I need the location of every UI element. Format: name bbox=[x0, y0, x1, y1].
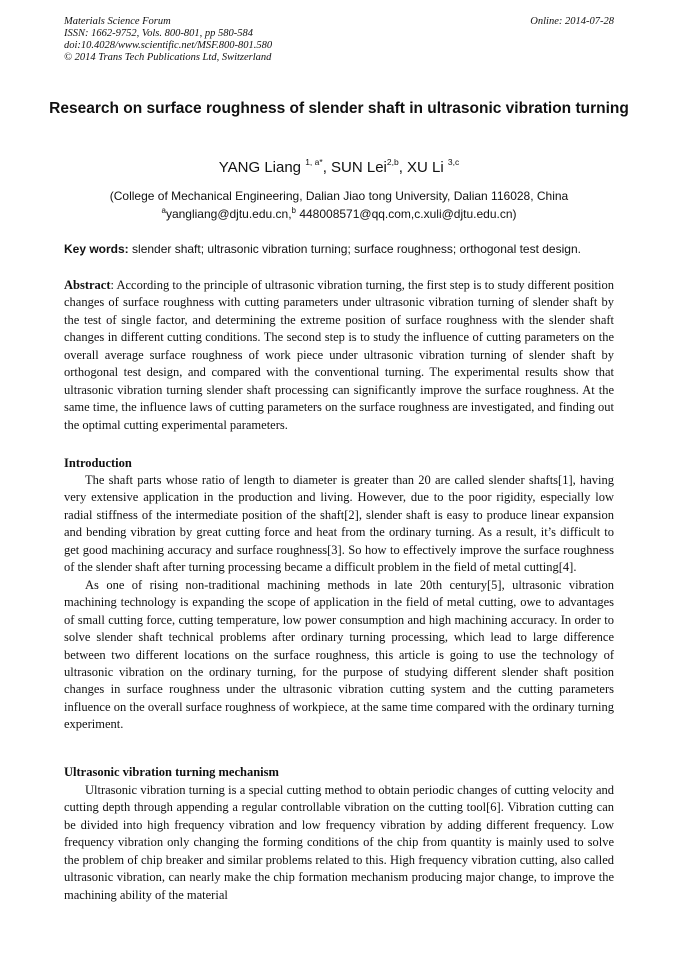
author-name: , XU Li bbox=[398, 159, 448, 176]
section-heading-mechanism: Ultrasonic vibration turning mechanism bbox=[64, 765, 279, 779]
keywords bbox=[64, 241, 624, 258]
issn-line: ISSN: 1662-9752, Vols. 800-801, pp 580-584 bbox=[64, 28, 253, 39]
section-heading-introduction: Introduction bbox=[64, 456, 132, 470]
doi-line: doi:10.4028/www.scientific.net/MSF.800-801.580 bbox=[64, 40, 273, 51]
abstract-label: Abstract bbox=[64, 278, 111, 292]
author-affil-mark: 3,c bbox=[447, 157, 460, 167]
abstract bbox=[64, 277, 614, 434]
journal-info bbox=[64, 16, 272, 64]
journal-name: Materials Science Forum bbox=[64, 16, 171, 27]
abstract-sep: : bbox=[110, 278, 114, 292]
email-mark: b bbox=[291, 205, 296, 215]
author-list bbox=[0, 158, 678, 178]
email-c-prefix: c bbox=[414, 206, 421, 221]
keywords-label: Key words: bbox=[64, 242, 129, 256]
email-b: 448008571@qq.com, bbox=[296, 206, 415, 221]
introduction-section bbox=[64, 472, 614, 734]
mechanism-section bbox=[64, 782, 614, 902]
author-name: YANG Liang bbox=[218, 159, 306, 176]
online-date: Online: 2014-07-28 bbox=[530, 16, 614, 27]
email-mark: a bbox=[161, 205, 166, 215]
paragraph: As one of rising non-traditional machining methods in late 20th century[5], ultrasonic vibration machining technology is expanding the scope of application in the field of metal cutting, owe to advantages of small cutting force, cutting temperature, low power consumption and high machining accuracy. In order to solve slender shaft technical problems after ordinary turning processing, which lead to large difference between two different locations on the surface roughness, this article is going to use the technology of ultrasonic vibration on the ordinary turning, for the purpose of studying different slender shaft position changes in surface roughness under the ultrasonic vibration cutting system and the cutting parameters influence on the overall surface roughness of workpiece, at the same time compared with the ordinary turning experiment. bbox=[64, 577, 614, 732]
affiliation-line: (College of Mechanical Engineering, Dalian Jiao tong University, Dalian 116028, China bbox=[109, 189, 569, 203]
keywords-text: slender shaft; ultrasonic vibration turning; surface roughness; orthogonal test design. bbox=[128, 242, 581, 256]
paragraph: The shaft parts whose ratio of length to diameter is greater than 20 are called slender shafts[1], having very extensive application in the production and living. However, due to the poor rigidity, especially low radial stiffness of the intermediate position of the shaft[2], slender shaft is easy to produce linear expansion and bending vibration by great cutting force and heat from the ordinary turning. As a result, it’s difficult to get good machining accuracy and surface roughness[3]. So how to effectively improve the surface roughness of the slender shaft after turning processing became a difficult problem in the field of metal cutting[4]. bbox=[64, 473, 614, 575]
author-affil-mark: 1, a* bbox=[305, 157, 323, 167]
copyright-line: © 2014 Trans Tech Publications Ltd, Switzerland bbox=[64, 52, 272, 63]
affiliation bbox=[60, 188, 618, 223]
author-affil-mark: 2,b bbox=[386, 157, 399, 167]
paper-title: Research on surface roughness of slender shaft in ultrasonic vibration turning bbox=[49, 100, 629, 117]
abstract-text: According to the principle of ultrasonic vibration turning, the first step is to study different position changes of surface roughness with cutting parameters under ultrasonic vibration turning of slender shaft by the test of single factor, and determining the extreme position of surface roughness with the slender shaft changes in different cutting conditions. The second step is to study the influence of cutting parameters on the overall average surface roughness of work piece under ultrasonic vibration turning of slender shaft by orthogonal test design, and compared with the conventional turning. The experimental results show that ultrasonic vibration turning slender shaft processing can significantly improve the surface roughness. At the same time, the influence laws of cutting parameters on the surface roughness are investigated, and finding out the optimal cutting experimental parameters. bbox=[64, 278, 614, 432]
email-c: .xuli@djtu.edu.cn) bbox=[420, 206, 517, 221]
email-a: yangliang@djtu.edu.cn, bbox=[165, 206, 292, 221]
author-name: , SUN Lei bbox=[322, 159, 387, 176]
email-line bbox=[60, 206, 618, 224]
paragraph: Ultrasonic vibration turning is a special cutting method to obtain periodic changes of cutting velocity and cutting depth through appending a regular controllable vibration on the cutting tool[6]. Vibration cutting can be divided into high frequency vibration and low frequency vibration by adding different frequency. Low frequency vibration only changing the forming conditions of the chip from quantity is mainly used to solve the problem of chip breaker and similar problems related to this. High frequency vibration cutting, also called ultrasonic vibration, can nearly make the chip formation mechanism producing major change, to improve the machining ability of the material bbox=[64, 783, 614, 902]
